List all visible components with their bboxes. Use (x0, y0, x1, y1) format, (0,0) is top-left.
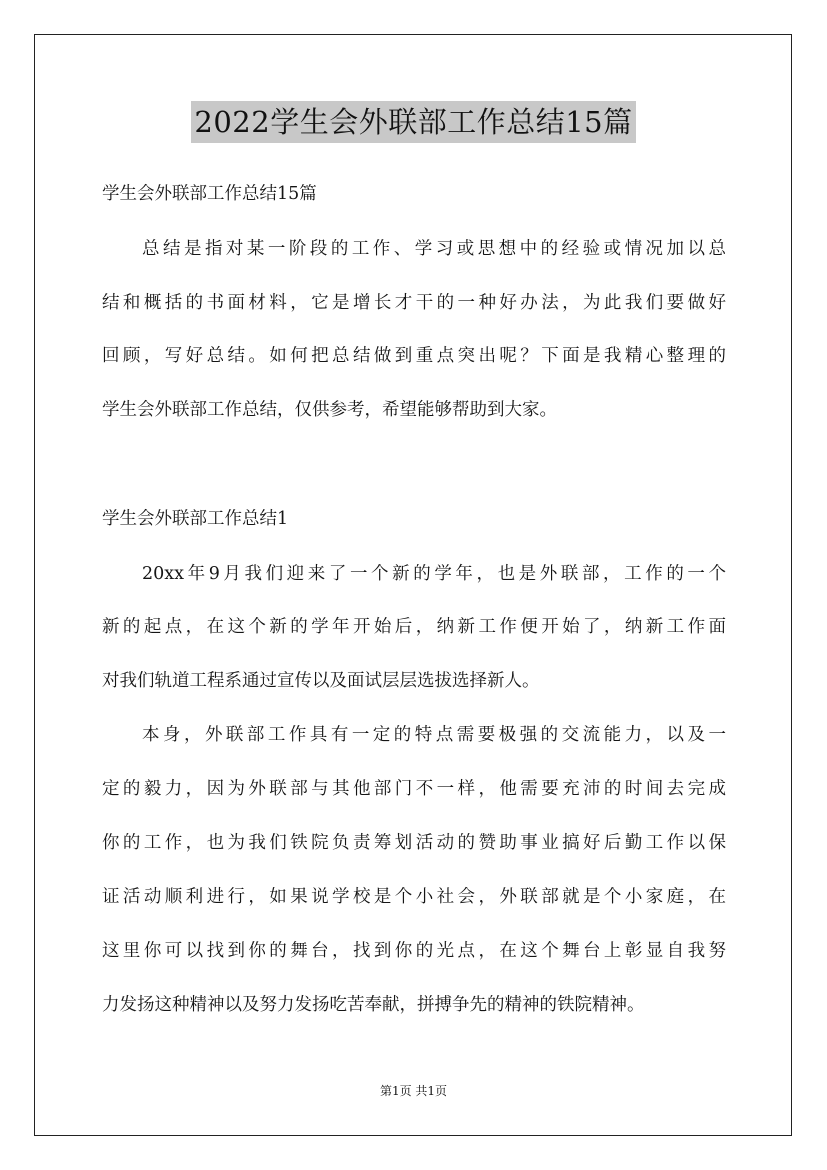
section-heading: 学生会外联部工作总结1 (102, 509, 289, 529)
paragraph-line: 定的毅力，因为外联部与其他部门不一样，他需要充沛的时间去完成 (102, 779, 726, 799)
intro-line: 学生会外联部工作总结，仅供参考，希望能够帮助到大家。 (102, 400, 557, 420)
paragraph-line: 力发扬这种精神以及努力发扬吃苦奉献，拼搏争先的精神的铁院精神。 (102, 995, 645, 1015)
paragraph-line: 20xx年9月我们迎来了一个新的学年，也是外联部，工作的一个 (142, 564, 726, 584)
paragraph-line: 你的工作，也为我们铁院负责筹划活动的赞助事业搞好后勤工作以保 (102, 833, 726, 853)
intro-line: 结和概括的书面材料，它是增长才干的一种好办法，为此我们要做好 (102, 293, 726, 313)
paragraph-line: 对我们轨道工程系通过宣传以及面试层层选拔选择新人。 (102, 671, 540, 691)
page-footer (0, 1083, 827, 1099)
title-container (0, 101, 827, 143)
document-subtitle: 学生会外联部工作总结15篇 (102, 184, 317, 204)
paragraph-line: 新的起点，在这个新的学年开始后，纳新工作便开始了，纳新工作面 (102, 617, 726, 637)
paragraph-line: 本身，外联部工作具有一定的特点需要极强的交流能力，以及一 (142, 725, 726, 745)
document-title: 2022学生会外联部工作总结15篇 (191, 101, 635, 143)
intro-line: 总结是指对某一阶段的工作、学习或思想中的经验或情况加以总 (142, 239, 726, 259)
page-number: 第1页 共1页 (379, 1084, 448, 1098)
paragraph-line: 证活动顺利进行，如果说学校是个小社会，外联部就是个小家庭，在 (102, 887, 726, 907)
intro-line: 回顾，写好总结。如何把总结做到重点突出呢？下面是我精心整理的 (102, 346, 726, 366)
paragraph-line: 这里你可以找到你的舞台，找到你的光点，在这个舞台上彰显自我努 (102, 941, 726, 961)
